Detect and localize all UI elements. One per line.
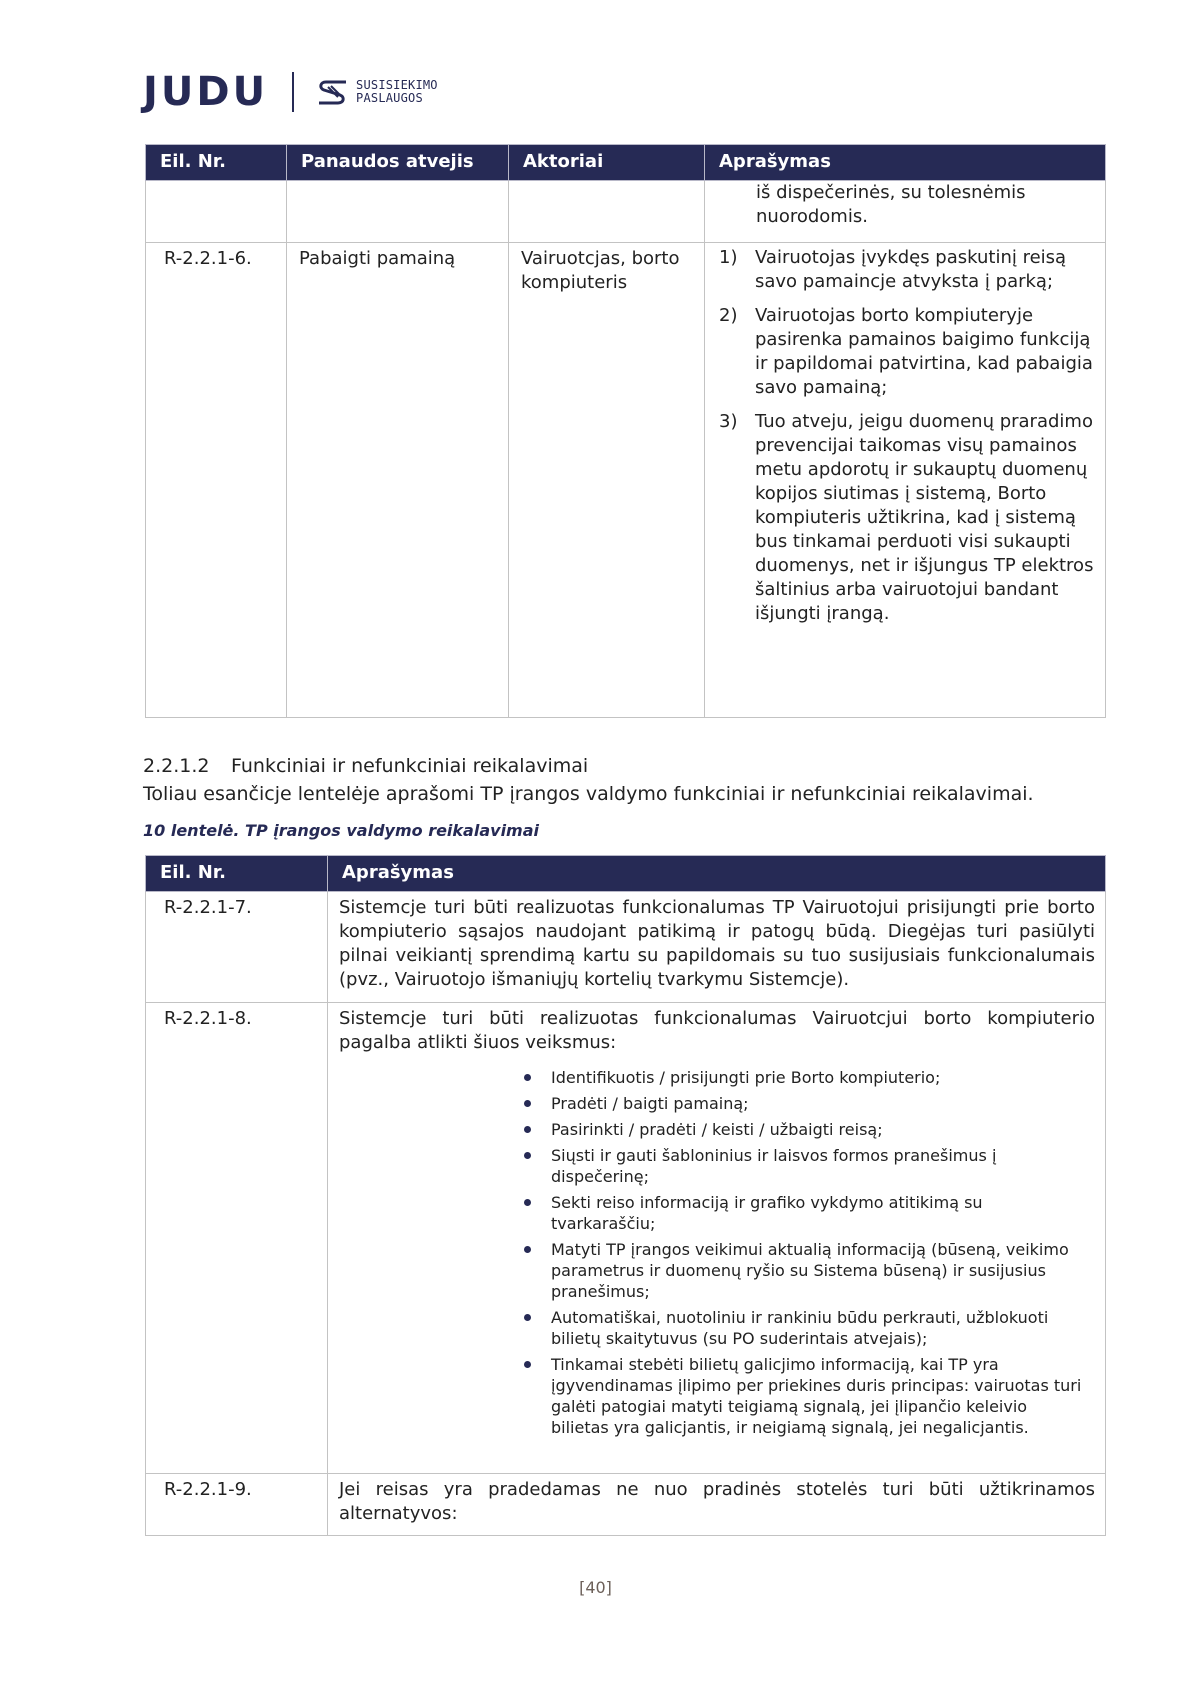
list-item	[339, 1239, 1085, 1302]
bullet-icon	[339, 1239, 551, 1302]
step-item	[705, 410, 1095, 626]
table-row-continuation	[146, 181, 1106, 243]
step-item	[705, 246, 1095, 294]
bullet-icon	[339, 1119, 551, 1140]
column-header-id: Eil. Nr.	[146, 145, 287, 181]
page-number: [40]	[579, 1578, 612, 1597]
list-item-text: Sekti reiso informaciją ir grafiko vykdymo atitikimą su tvarkaraščiu;	[551, 1193, 983, 1233]
susisiekimo-paslaugos-logo-icon	[316, 78, 350, 106]
bullet-icon	[339, 1354, 551, 1438]
table-header-row	[146, 856, 1106, 892]
cell-id: R-2.2.1-7.	[146, 892, 328, 1003]
bullet-icon	[339, 1307, 551, 1349]
bullet-icon	[339, 1093, 551, 1114]
requirement-text: Sistemcje turi būti realizuotas funkcionalumas Vairuotcjui borto kompiuterio pagalba atlikti šiuos veiksmus:	[339, 1008, 1095, 1053]
section-heading	[143, 755, 588, 777]
list-item-text: Automatiškai, nuotoliniu ir rankiniu būdu perkrauti, užblokuoti bilietų skaitytuvus (su PO suderintais atvejais);	[551, 1308, 1049, 1348]
table-row	[146, 892, 1106, 1003]
step-item	[705, 304, 1095, 400]
cell-description: Jei reisas yra pradedamas ne nuo pradinės stotelės turi būti užtikrinamos alternatyvos:	[328, 1474, 1106, 1536]
list-item-text: Tinkamai stebėti bilietų galicjimo informaciją, kai TP yra įgyvendinamas įlipimo per priekines duris principas: vairuotas turi galėti patogiai matyti teigiamą signalą, jei įlipančio keleivio bilietas yra galicjantis, ir neigiamą signalą, jei negalicjantis.	[551, 1355, 1082, 1437]
list-item	[339, 1093, 1085, 1114]
list-item	[339, 1192, 1085, 1234]
list-item	[339, 1145, 1085, 1187]
table-row	[146, 1474, 1106, 1536]
table-header-row	[146, 145, 1106, 181]
cell-description-continuation: iš dispečerinės, su tolesnėmis nuorodomis.	[705, 181, 1106, 243]
list-item-text: Pasirinkti / pradėti / keisti / užbaigti reisą;	[551, 1120, 883, 1139]
list-item	[339, 1307, 1085, 1349]
bullet-icon	[339, 1145, 551, 1187]
section-intro: Toliau esančicje lentelėje aprašomi TP įrangos valdymo funkciniai ir nefunkciniai reikalavimai.	[143, 783, 1034, 805]
column-header-actors: Aktoriai	[509, 145, 705, 181]
cell-empty	[287, 181, 509, 243]
step-number: 3)	[719, 411, 738, 432]
section-title: Funkciniai ir nefunkciniai reikalavimai	[231, 755, 589, 777]
judu-logo: JUDU	[143, 69, 269, 115]
use-case-table	[145, 144, 1106, 718]
list-item-text: Identifikuotis / prisijungti prie Borto kompiuterio;	[551, 1068, 941, 1087]
step-text: Vairuotojas įvykdęs paskutinį reisą savo pamaincje atvyksta į parką;	[755, 247, 1067, 292]
list-item	[339, 1354, 1085, 1438]
header-logo	[143, 68, 438, 116]
logo-divider	[292, 72, 294, 112]
cell-description	[328, 1003, 1106, 1474]
steps-list	[705, 246, 1105, 626]
cell-use-case: Pabaigti pamainą	[287, 243, 509, 718]
bullet-icon	[339, 1067, 551, 1088]
table-row	[146, 1003, 1106, 1474]
step-text: Tuo atveju, jeigu duomenų praradimo prevencijai taikomas visų pamainos metu apdorotų ir sukauptų duomenų kopijos siutimas į sistemą, Borto kompiuteris užtikrina, kad į sistemą bus tinkamai perduoti visi sukaupti duomenys, net ir išjungus TP elektros šaltinius arba vairuotojui bandant išjungti įrangą.	[755, 411, 1094, 624]
column-header-id: Eil. Nr.	[146, 856, 328, 892]
cell-empty	[146, 181, 287, 243]
list-item-text: Matyti TP įrangos veikimui aktualią informaciją (būseną, veikimo parametrus ir duomenų ryšio su Sistema būseną) ir susijusius pranešimus;	[551, 1240, 1069, 1301]
cell-id: R-2.2.1-9.	[146, 1474, 328, 1536]
table-row	[146, 243, 1106, 718]
logo-text-line2: PASLAUGOS	[356, 91, 423, 105]
column-header-description: Aprašymas	[705, 145, 1106, 181]
logo-text-line1: SUSISIEKIMO	[356, 78, 438, 92]
logo-text	[356, 79, 438, 105]
step-number: 1)	[719, 247, 738, 268]
column-header-description: Aprašymas	[328, 856, 1106, 892]
step-text: Vairuotojas borto kompiuteryje pasirenka pamainos baigimo funkciją ir papildomai patvirtina, kad pabaigia savo pamainą;	[755, 305, 1093, 398]
cell-actors: Vairuotcjas, borto kompiuteris	[509, 243, 705, 718]
table-caption: 10 lentelė. TP įrangos valdymo reikalavimai	[143, 821, 539, 840]
list-item	[339, 1067, 1085, 1088]
cell-id: R-2.2.1-6.	[146, 243, 287, 718]
step-number: 2)	[719, 305, 738, 326]
cell-id: R-2.2.1-8.	[146, 1003, 328, 1474]
bullet-icon	[339, 1192, 551, 1234]
list-item-text: Pradėti / baigti pamainą;	[551, 1094, 749, 1113]
actions-list	[339, 1067, 1095, 1438]
list-item	[339, 1119, 1085, 1140]
column-header-use-case: Panaudos atvejis	[287, 145, 509, 181]
section-number: 2.2.1.2	[143, 755, 210, 777]
cell-empty	[509, 181, 705, 243]
cell-description: Sistemcje turi būti realizuotas funkcionalumas TP Vairuotojui prisijungti prie borto kompiuterio sąsajos naudojant patikimą ir patogų būdą. Diegėjas turi pasiūlyti pilnai veikiantį sprendimą kartu su papildomais su tuo susijusiais funkcionalumais (pvz., Vairuotojo išmaniųjų kortelių tvarkymu Sistemcje).	[328, 892, 1106, 1003]
requirements-table	[145, 855, 1106, 1536]
cell-description	[705, 243, 1106, 718]
list-item-text: Siųsti ir gauti šabloninius ir laisvos formos pranešimus į dispečerinę;	[551, 1146, 997, 1186]
